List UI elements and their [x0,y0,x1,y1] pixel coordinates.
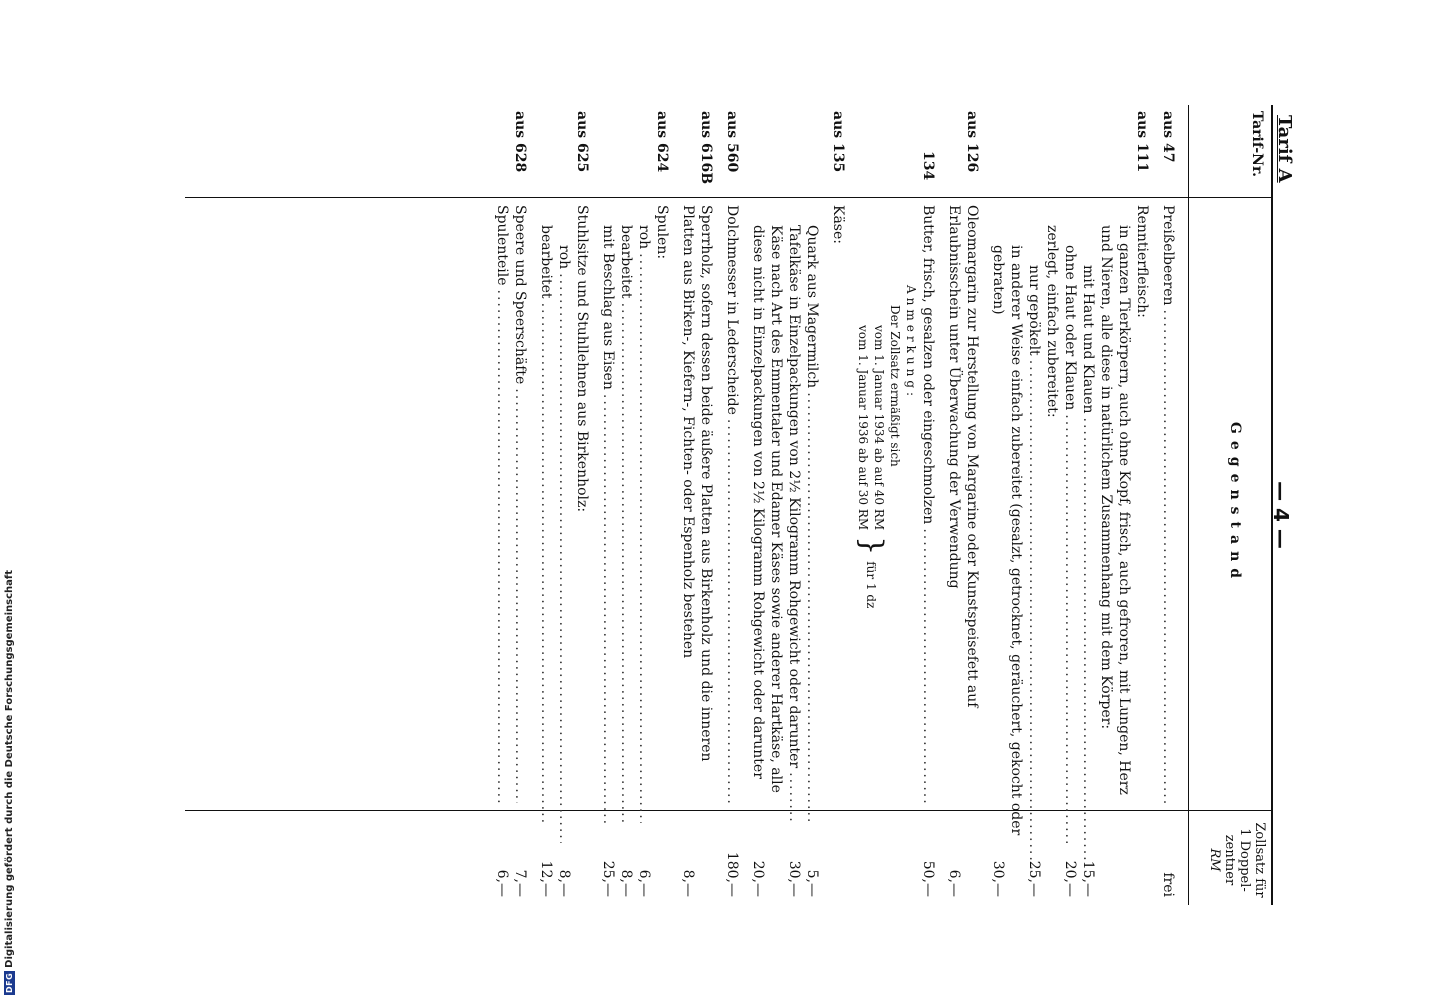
item-description: in ganzen Tierkörpern, auch ohne Kopf, frisch, auch gefroren, mit Lungen, Herz und Nieren, alle diese in natürlichem Zusammenhang mit dem Körper: [1098,225,1132,795]
tarif-number: aus 47 [1160,111,1176,163]
duty-rate: 25,— [600,860,616,897]
tarif-number: aus 628 [512,111,528,173]
tarif-number: aus 135 [830,111,846,173]
item-description: Dolchmesser in Lederscheide [724,205,740,415]
item-description: Preißelbeeren [1160,205,1176,306]
duty-rate: 6,— [494,869,510,897]
anmerkung-label: Anmerkung: [904,285,918,401]
anmerkung-line: vom 1. Januar 1934 ab auf 40 RM [872,325,886,531]
duty-rate: 7,— [512,869,528,897]
table-top-rule [1271,105,1273,905]
item-description: in anderer Weise einfach zubereitet (gesalzt, getrocknet, geräuchert, gekocht oder gebraten) [990,245,1024,836]
table-row [679,105,715,905]
duty-rate: 12,— [538,860,554,897]
column-header-tarif: Tarif-Nr. [1249,111,1265,177]
table-header-rule [1188,105,1189,905]
digitization-notice [2,569,16,995]
anmerkung-suffix: für 1 dz [864,561,878,609]
table-body [493,105,1177,905]
table-row [617,105,635,905]
column-header-zollsatz [1207,817,1267,903]
duty-rate: 6,— [636,869,652,897]
item-description: mit Haut und Klauen [1080,265,1096,414]
table-row [749,105,785,905]
duty-rate: 25,— [1026,860,1042,897]
item-description: Oleomargarin zur Herstellung von Margarine oder Kunstspeisefett auf Erlaubnisschein unter Überwachung der Verwendung [946,205,980,708]
tarif-title: Tarif A [1274,115,1295,183]
table-row [989,105,1025,905]
anmerkung-line: vom 1. Januar 1936 ab auf 30 RM [856,325,870,531]
duty-rate: 5,— [804,869,820,897]
anmerkung-intro: Der Zollsatz ermäßigt sich [888,305,902,467]
digitization-text: Digitalisierung gefördert durch die Deutsche Forschungsgemeinschaft [3,569,15,968]
table-row [493,105,511,905]
zoll-header-line: 1 Doppel- [1237,828,1252,892]
table-row [1159,105,1177,905]
tarif-number: aus 624 [654,111,670,173]
table-row [653,105,671,905]
table-row [919,105,937,905]
zoll-header-unit: RM [1207,848,1222,872]
duty-rate: frei [1160,872,1176,897]
item-description: Käse: [830,205,846,244]
item-description: zerlegt, einfach zubereitet: [1044,225,1060,418]
item-description: Spulen: [654,205,670,260]
item-description: Sperrholz, sofern dessen beide äußere Platten aus Birkenholz und die inneren Platten aus Birken-, Kiefern-, Fichten- oder Espenholz bestehen [680,205,714,762]
table-row [1061,105,1079,905]
item-description: roh [636,225,652,250]
item-description: Spulenteile [494,205,510,286]
duty-rate: 6,— [946,869,962,897]
table-row [945,105,981,905]
brace-glyph: } [854,536,889,556]
column-header-gegenstand: Gegenstand [1227,421,1243,586]
tarif-number: aus 616B [698,111,714,185]
table-row [573,105,591,905]
duty-rate: 180,— [724,851,740,897]
tarif-number: aus 560 [724,111,740,173]
dfg-logo: DFG [4,972,14,993]
item-description: Speere und Speerschäfte [512,205,528,385]
duty-rate: 20,— [1062,860,1078,897]
item-description: ohne Haut oder Klauen [1062,245,1078,411]
table-row [1025,105,1043,905]
duty-rate: 30,— [990,860,1006,897]
table-row [1079,105,1097,905]
item-description: Quark aus Magermilch [804,225,820,389]
table-row [537,105,555,905]
tarif-number: aus 126 [964,111,980,173]
table-row [1133,105,1151,905]
duty-rate: 30,— [786,860,802,897]
zoll-header-line: zentner [1222,834,1237,886]
table-row [829,105,847,905]
duty-rate: 15,— [1080,860,1096,897]
table-row [511,105,529,905]
item-description: bearbeitet [618,225,634,299]
tarif-number: aus 111 [1134,111,1150,173]
zoll-header-line: Zollsatz für [1252,822,1267,898]
duty-rate: 8,— [618,869,634,897]
tarif-number: 134 [920,151,936,181]
table-row [723,105,741,905]
table-row [555,105,573,905]
item-description: nur gepökelt [1026,265,1042,356]
table-row [785,105,803,905]
item-description: mit Beschlag aus Eisen [600,225,616,390]
duty-rate: 20,— [750,860,766,897]
table-row [635,105,653,905]
item-description: Butter, frisch, gesalzen oder eingeschmolzen [920,205,936,525]
duty-rate: 50,— [920,860,936,897]
anmerkung-block [855,105,919,905]
tarif-number: aus 625 [574,111,590,173]
item-description: Renntierfleisch: [1134,205,1150,318]
item-description: Stuhlsitze und Stuhllehnen aus Birkenholz: [574,205,590,513]
page-number: — 4 — [1269,481,1293,549]
item-description: bearbeitet [538,225,554,299]
item-description: Käse nach Art des Emmentaler und Edamer Käses sowie anderer Hartkäse, alle diese nicht in Einzelpackungen von 2½ Kilogramm Rohgewicht oder darunter [750,225,784,793]
tariff-table [185,105,1273,905]
duty-rate: 8,— [680,869,696,897]
table-row [1097,105,1133,905]
duty-rate: 8,— [556,869,572,897]
table-row [599,105,617,905]
item-description: roh [556,245,572,270]
item-description: Tafelkäse in Einzelpackungen von 2½ Kilogramm Rohgewicht oder darunter [786,225,802,769]
table-row [803,105,821,905]
table-row [1043,105,1061,905]
document-page [185,105,1295,905]
